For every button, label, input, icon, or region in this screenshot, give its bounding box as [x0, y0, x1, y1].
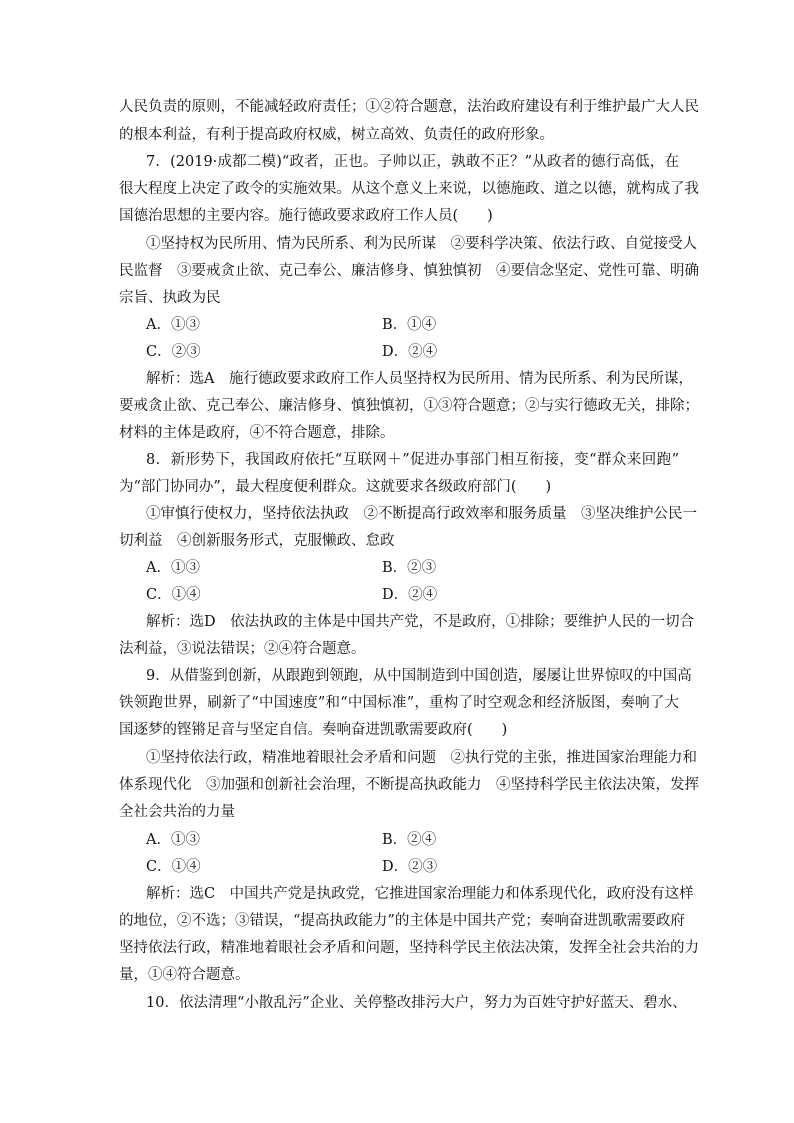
question-8-analysis: 解析：选D 依法执政的主体是中国共产党，不是政府，①排除；要维护人民的一切合 [146, 614, 695, 630]
question-9-statements: ①坚持依法行政，精准地着眼社会矛盾和问题 ②执行党的主张，推进国家治理能力和 [146, 750, 697, 766]
question-9-analysis: 坚持依法行政，精准地着眼社会矛盾和问题，坚持科学民主依法决策，发挥全社会共治的力 [119, 940, 699, 956]
question-7-stem: 很大程度上决定了政令的实施效果。从这个意义上来说，以德施政、道之以德，就构成了我 [119, 181, 699, 197]
question-7-statements: 宗旨、执政为民 [119, 290, 221, 306]
question-9-stem: 铁领跑世界，刷新了“中国速度”和“中国标准”，重构了时空观念和经济版图，奏响了大 [119, 695, 679, 711]
question-10-stem: 10．依法清理“小散乱污”企业、关停整改排污大户，努力为百姓守护好蓝天、碧水、 [146, 995, 687, 1011]
option-d: D．②③ [382, 859, 438, 875]
question-9-statements: 体系现代化 ③加强和创新社会治理，不断提高执政能力 ④坚持科学民主依法决策，发挥 [119, 777, 699, 793]
question-7-statements: 民监督 ③要戒贪止欲、克己奉公、廉洁修身、慎独慎初 ④要信念坚定、党性可靠、明确 [119, 263, 699, 279]
question-7-analysis: 材料的主体是政府，④不符合题意，排除。 [119, 425, 395, 441]
question-9-analysis: 量，①④符合题意。 [119, 967, 250, 983]
question-8-statements: 切利益 ④创新服务形式，克服懒政、怠政 [119, 533, 395, 549]
text-line: 的根本利益，有利于提高政府权威，树立高效、负责任的政府形象。 [119, 127, 554, 143]
question-9-statements: 全社会共治的力量 [119, 804, 235, 820]
question-7-stem: 7．(2019·成都二模)“政者，正也。子帅以正，孰敢不正？”从政者的德行高低，在 [146, 154, 679, 170]
option-d: D．②④ [382, 344, 438, 360]
question-8-stem: 8．新形势下，我国政府依托“互联网＋”促进办事部门相互衔接，变“群众来回跑” [146, 452, 679, 468]
option-c: C．①④ [146, 859, 201, 875]
question-7-stem: 国德治思想的主要内容。施行德政要求政府工作人员( ) [119, 208, 493, 224]
option-c: C．②③ [146, 344, 201, 360]
option-b: B．②③ [382, 560, 437, 576]
option-b: B．①④ [382, 317, 437, 333]
question-7-analysis: 要戒贪止欲、克己奉公、廉洁修身、慎独慎初，①③符合题意；②与实行德政无关，排除； [119, 398, 699, 414]
question-9-stem: 国逐梦的铿锵足音与坚定自信。奏响奋进凯歌需要政府( ) [119, 722, 508, 738]
option-a: A．①③ [146, 832, 200, 848]
question-8-stem: 为“部门协同办”，最大程度便利群众。这就要求各级政府部门( ) [119, 479, 552, 495]
text-line: 人民负责的原则，不能减轻政府责任；①②符合题意，法治政府建设有利于维护最广大人民 [119, 99, 699, 115]
question-7-statements: ①坚持权为民所用、情为民所系、利为民所谋 ②要科学决策、依法行政、自觉接受人 [146, 236, 697, 252]
question-8-statements: ①审慎行使权力，坚持依法执政 ②不断提高行政效率和服务质量 ③坚决维护公民一 [146, 506, 697, 522]
question-9-analysis: 的地位，②不选；③错误，“提高执政能力”的主体是中国共产党；奏响奋进凯歌需要政府 [119, 913, 685, 929]
option-d: D．②④ [382, 587, 438, 603]
option-c: C．①④ [146, 587, 201, 603]
question-8-analysis: 法利益，③说法错误；②④符合题意。 [119, 641, 366, 657]
question-9-stem: 9．从借鉴到创新，从跟跑到领跑，从中国制造到中国创造，屡屡让世界惊叹的中国高 [146, 668, 692, 684]
option-a: A．①③ [146, 560, 200, 576]
option-a: A．①③ [146, 317, 200, 333]
question-9-analysis: 解析：选C 中国共产党是执政党，它推进国家治理能力和体系现代化，政府没有这样 [146, 886, 694, 902]
option-b: B．②④ [382, 832, 437, 848]
question-7-analysis: 解析：选A 施行德政要求政府工作人员坚持权为民所用、情为民所系、利为民所谋， [146, 371, 693, 387]
